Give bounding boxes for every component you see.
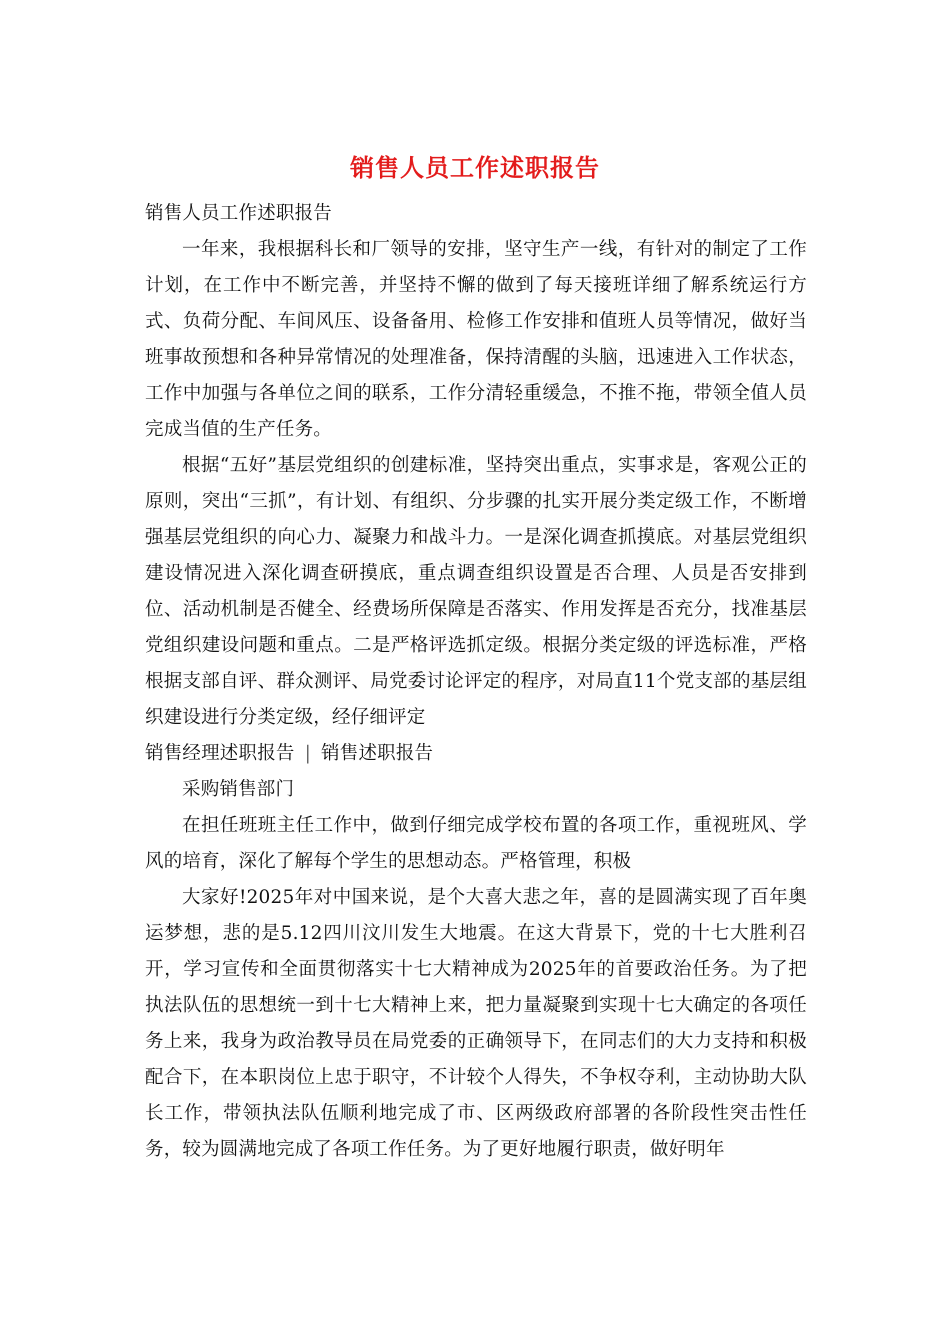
link-separator: |	[304, 743, 312, 764]
link-sales-report[interactable]: 销售述职报告	[321, 743, 434, 764]
paragraph-3: 在担任班班主任工作中，做到仔细完成学校布置的各项工作，重视班风、学风的培育，深化了解每个学生的思想动态。严格管理，积极	[145, 815, 807, 872]
paragraph-1: 一年来，我根据科长和厂领导的安排，坚守生产一线，有针对的制定了工作计划，在工作中不断完善，并坚持不懈的做到了每天接班详细了解系统运行方式、负荷分配、车间风压、设备备用、检修工作安排和值班人员等情况，做好当班事故预想和各种异常情况的处理准备，保持清醒的头脑，迅速进入工作状态，工作中加强与各单位之间的联系，工作分清轻重缓急，不推不拖，带领全值人员完成当值的生产任务。	[145, 239, 807, 440]
document-body	[145, 196, 807, 1168]
document-title: 销售人员工作述职报告	[350, 153, 600, 182]
paragraph-4: 大家好!2025年对中国来说，是个大喜大悲之年，喜的是圆满实现了百年奥运梦想，悲的是5.12四川汶川发生大地震。在这大背景下，党的十七大胜利召开，学习宣传和全面贯彻落实十七大精神成为2025年的首要政治任务。为了把执法队伍的思想统一到十七大精神上来，把力量凝聚到实现十七大确定的各项任务上来，我身为政治教导员在局党委的正确领导下，在同志们的大力支持和积极配合下，在本职岗位上忠于职守，不计较个人得失，不争权夺利，主动协助大队长工作，带领执法队伍顺利地完成了市、区两级政府部署的各阶段性突击性任务，较为圆满地完成了各项工作任务。为了更好地履行职责，做好明年	[145, 887, 807, 1160]
paragraph-2: 根据“五好”基层党组织的创建标准，坚持突出重点，实事求是，客观公正的原则，突出“三抓”，有计划、有组织、分步骤的扎实开展分类定级工作，不断增强基层党组织的向心力、凝聚力和战斗力。一是深化调查抓摸底。对基层党组织建设情况进入深化调查研摸底，重点调查组织设置是否合理、人员是否安排到位、活动机制是否健全、经费场所保障是否落实、作用发挥是否充分，找准基层党组织建设问题和重点。二是严格评选抓定级。根据分类定级的评选标准，严格根据支部自评、群众测评、局党委讨论评定的程序，对局直11个党支部的基层组织建设进行分类定级，经仔细评定	[145, 455, 807, 728]
related-links	[145, 736, 807, 772]
link-sales-manager-report[interactable]: 销售经理述职报告	[145, 743, 295, 764]
section-heading: 采购销售部门	[182, 779, 295, 800]
document-subtitle: 销售人员工作述职报告	[145, 203, 333, 224]
